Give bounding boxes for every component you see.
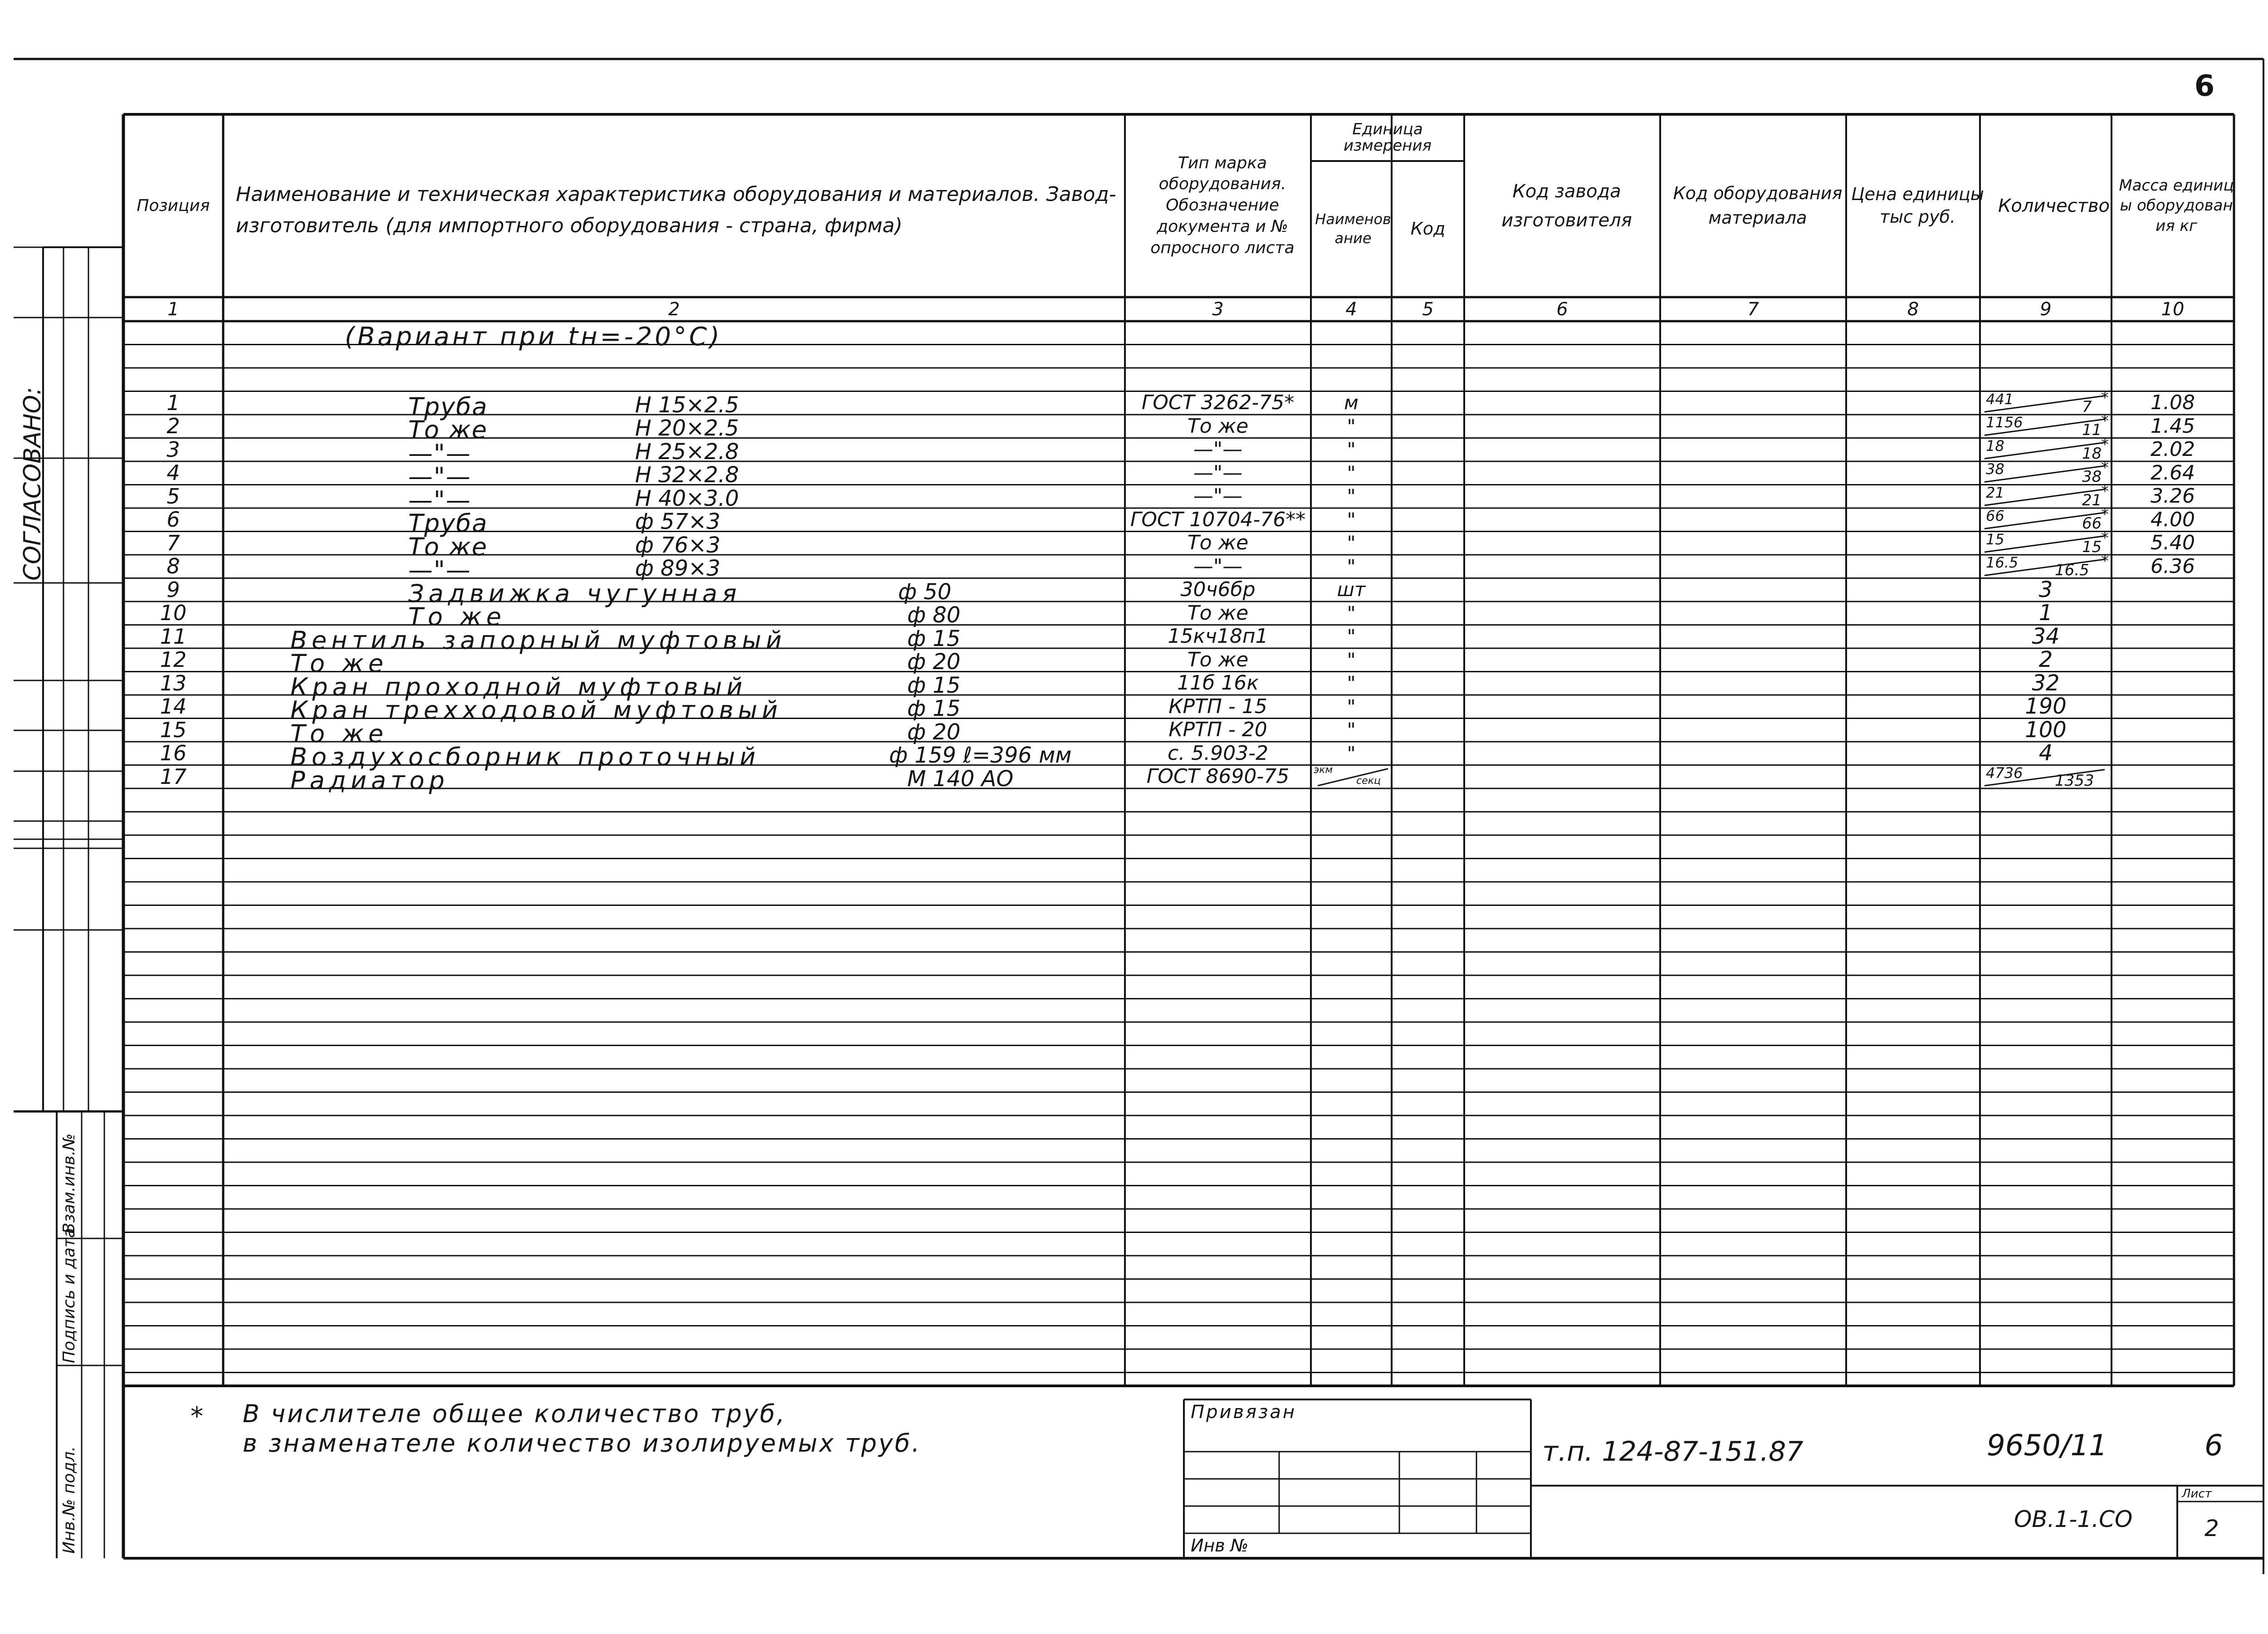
row-type: ГОСТ 10704-76** bbox=[1130, 508, 1306, 531]
row-unit: " bbox=[1347, 532, 1356, 554]
row-name: Кран трехходовой муфтовый bbox=[290, 696, 782, 724]
row-spec: ф 89×3 bbox=[635, 556, 721, 581]
row-position: 4 bbox=[166, 460, 180, 485]
qty-numerator: 38 bbox=[1986, 460, 2004, 478]
column-number: 8 bbox=[1907, 298, 1919, 320]
row-spec: ф 20 bbox=[907, 649, 961, 675]
row-type: То же bbox=[1187, 531, 1249, 555]
qty-denominator: 16.5 bbox=[2055, 561, 2089, 579]
qty-numerator: 1156 bbox=[1986, 414, 2023, 431]
row-qty: 1 bbox=[2038, 600, 2053, 626]
row-unit: " bbox=[1347, 602, 1356, 624]
row-spec: ф 20 bbox=[907, 719, 961, 745]
row-spec: ф 159 ℓ=396 мм bbox=[889, 743, 1072, 768]
row-spec: Н 25×2.8 bbox=[635, 439, 739, 465]
row-mass: 2.02 bbox=[2151, 438, 2195, 461]
row-type: КРТП - 20 bbox=[1168, 718, 1267, 742]
row-unit: " bbox=[1347, 672, 1356, 695]
qty-numerator: 15 bbox=[1986, 530, 2004, 548]
qty-denominator: 7 bbox=[2082, 397, 2092, 416]
qty-denominator: 21 bbox=[2082, 491, 2102, 509]
header-unit-name: Наименование bbox=[1315, 210, 1391, 247]
qty-mark: * bbox=[2101, 412, 2109, 430]
row-name: То же bbox=[408, 416, 488, 444]
qty-denominator: 38 bbox=[2082, 468, 2102, 486]
header-unit-group: Единица измерения bbox=[1343, 120, 1432, 155]
row-spec: ф 50 bbox=[898, 579, 952, 605]
album-number: 9650/11 bbox=[1987, 1429, 2107, 1463]
row-name: Труба bbox=[408, 509, 488, 538]
row-position: 11 bbox=[160, 624, 187, 649]
row-qty: 190 bbox=[2025, 694, 2067, 719]
qty-mark: * bbox=[2101, 459, 2109, 477]
row-spec: М 140 АО bbox=[907, 766, 1014, 792]
row-type: —"— bbox=[1193, 484, 1243, 508]
qty-mark: * bbox=[2101, 552, 2109, 570]
column-number: 4 bbox=[1345, 298, 1357, 320]
row-spec: ф 15 bbox=[907, 672, 961, 698]
row-unit: " bbox=[1347, 415, 1356, 437]
variant-note: (Вариант при tн=-20°С) bbox=[345, 322, 723, 352]
page-number: 6 bbox=[2194, 69, 2215, 103]
agreed-stamp-label: СОГЛАСОВАНО: bbox=[19, 387, 46, 581]
qty-denominator: 1353 bbox=[2055, 771, 2094, 790]
row-mass: 6.36 bbox=[2151, 554, 2195, 578]
qty-numerator: 441 bbox=[1986, 390, 2014, 408]
row-unit: " bbox=[1347, 742, 1356, 764]
row-unit: " bbox=[1347, 719, 1356, 741]
row-type: 15кч18п1 bbox=[1168, 625, 1268, 648]
row-position: 2 bbox=[166, 414, 180, 439]
row-unit: " bbox=[1347, 695, 1356, 718]
row-mass: 3.26 bbox=[2151, 484, 2195, 508]
unit-numerator: экм bbox=[1314, 764, 1333, 776]
column-number: 10 bbox=[2161, 298, 2185, 320]
project-code: т.п. 124-87-151.87 bbox=[1542, 1436, 1804, 1468]
column-number: 6 bbox=[1556, 298, 1568, 320]
row-unit: " bbox=[1347, 648, 1356, 671]
row-name: Вентиль запорный муфтовый bbox=[290, 626, 787, 655]
footnote-line: В числителе общее количество труб, bbox=[243, 1399, 787, 1428]
row-mass: 1.45 bbox=[2151, 414, 2195, 438]
row-spec: Н 32×2.8 bbox=[635, 462, 739, 488]
row-name: Воздухосборник проточный bbox=[290, 743, 760, 771]
row-position: 13 bbox=[160, 670, 187, 695]
row-position: 16 bbox=[160, 741, 187, 766]
sheet-label: Лист bbox=[2182, 1487, 2212, 1501]
row-spec: Н 40×3.0 bbox=[635, 485, 739, 511]
qty-numerator: 66 bbox=[1986, 507, 2004, 524]
row-name: То же bbox=[408, 602, 506, 631]
row-position: 10 bbox=[160, 601, 187, 626]
column-number: 5 bbox=[1422, 298, 1434, 320]
row-type: 11б 16к bbox=[1177, 671, 1259, 695]
qty-numerator: 16.5 bbox=[1986, 554, 2019, 571]
row-spec: Н 20×2.5 bbox=[635, 416, 739, 441]
qty-numerator: 18 bbox=[1986, 437, 2004, 455]
row-position: 12 bbox=[160, 647, 187, 672]
stamp-field-label: Подпись и дата bbox=[60, 1228, 78, 1363]
row-unit: " bbox=[1347, 461, 1356, 484]
row-position: 1 bbox=[166, 390, 180, 415]
header-mass: Масса единицы оборудования кг bbox=[2119, 176, 2234, 235]
row-qty: 32 bbox=[2032, 670, 2060, 696]
header-price: Цена единицы тыс руб. bbox=[1851, 184, 1984, 227]
row-qty: 3 bbox=[2038, 577, 2053, 602]
header-unit-code: Код bbox=[1410, 219, 1446, 239]
footnote-mark: * bbox=[191, 1402, 203, 1431]
row-unit: " bbox=[1347, 485, 1356, 508]
sheet-big-number: 6 bbox=[2204, 1429, 2223, 1463]
row-position: 7 bbox=[166, 530, 180, 555]
attached-label: Привязан bbox=[1191, 1402, 1297, 1423]
header-name: Наименование и техническая характеристика оборудования и материалов. Завод-изготовитель (для импортного оборудования - страна, фирма) bbox=[236, 183, 1116, 237]
row-type: ГОСТ 3262-75* bbox=[1141, 391, 1295, 415]
row-position: 14 bbox=[160, 694, 187, 719]
row-type: —"— bbox=[1193, 554, 1243, 578]
row-type: То же bbox=[1187, 601, 1249, 625]
row-unit: шт bbox=[1337, 578, 1366, 601]
row-name: —"— bbox=[408, 485, 471, 514]
row-position: 3 bbox=[166, 437, 180, 462]
row-type: То же bbox=[1187, 648, 1249, 671]
row-type: —"— bbox=[1193, 461, 1243, 484]
qty-numerator: 21 bbox=[1986, 484, 2004, 501]
sheet-number: 2 bbox=[2204, 1515, 2219, 1541]
header-position: Позиция bbox=[137, 196, 210, 215]
row-name: Радиатор bbox=[290, 766, 449, 795]
qty-denominator: 11 bbox=[2082, 421, 2102, 439]
row-name: Кран проходной муфтовый bbox=[290, 672, 747, 701]
qty-mark: * bbox=[2101, 482, 2109, 500]
doc-code: ОВ.1-1.СО bbox=[2014, 1506, 2133, 1532]
row-qty: 4 bbox=[2038, 740, 2053, 766]
qty-mark: * bbox=[2101, 528, 2109, 547]
row-spec: ф 76×3 bbox=[635, 532, 721, 558]
row-position: 9 bbox=[166, 577, 180, 602]
row-type: 30ч6бр bbox=[1180, 578, 1256, 602]
stamp-field-label: Инв.№ подл. bbox=[60, 1446, 78, 1554]
row-type: ГОСТ 8690-75 bbox=[1146, 765, 1290, 788]
row-name: —"— bbox=[408, 556, 471, 584]
qty-denominator: 15 bbox=[2082, 538, 2102, 556]
footnote-line: в знаменателе количество изолируемых труб. bbox=[243, 1429, 922, 1458]
row-position: 8 bbox=[166, 554, 180, 579]
qty-mark: * bbox=[2101, 435, 2109, 454]
unit-denominator: секц bbox=[1356, 775, 1381, 787]
row-unit: " bbox=[1347, 508, 1356, 531]
row-spec: ф 15 bbox=[907, 696, 961, 721]
row-unit: " bbox=[1347, 625, 1356, 648]
qty-mark: * bbox=[2101, 505, 2109, 523]
row-spec: ф 15 bbox=[907, 626, 961, 651]
row-name: То же bbox=[290, 719, 388, 748]
row-spec: ф 80 bbox=[907, 602, 961, 628]
row-mass: 1.08 bbox=[2151, 391, 2195, 415]
row-name: То же bbox=[408, 532, 488, 561]
row-mass: 5.40 bbox=[2151, 531, 2195, 555]
column-number: 7 bbox=[1747, 298, 1759, 320]
row-mass: 4.00 bbox=[2151, 508, 2195, 531]
row-qty: 34 bbox=[2032, 623, 2060, 649]
header-factory-code: Код завода изготовителя bbox=[1501, 181, 1632, 231]
row-type: То же bbox=[1187, 414, 1249, 438]
header-qty: Количество bbox=[1998, 195, 2110, 216]
row-unit: м bbox=[1344, 391, 1359, 414]
qty-denominator: 18 bbox=[2082, 444, 2102, 463]
row-position: 6 bbox=[166, 507, 180, 532]
qty-numerator: 4736 bbox=[1986, 764, 2023, 782]
row-name: Задвижка чугунная bbox=[408, 579, 741, 608]
row-qty: 100 bbox=[2025, 717, 2067, 743]
row-name: —"— bbox=[408, 462, 471, 491]
row-qty: 2 bbox=[2038, 647, 2053, 673]
column-number: 2 bbox=[668, 298, 680, 320]
row-position: 15 bbox=[160, 717, 187, 742]
header-equip-code: Код оборудования материала bbox=[1673, 183, 1843, 228]
column-number: 3 bbox=[1212, 298, 1224, 320]
row-spec: Н 15×2.5 bbox=[635, 392, 739, 418]
row-name: Труба bbox=[408, 392, 488, 421]
row-unit: " bbox=[1347, 555, 1356, 577]
inv-no-label: Инв № bbox=[1191, 1536, 1249, 1556]
row-name: То же bbox=[290, 649, 388, 678]
row-position: 17 bbox=[160, 764, 187, 789]
row-type: —"— bbox=[1193, 438, 1243, 461]
row-spec: ф 57×3 bbox=[635, 509, 721, 534]
stamp-field-label: Взам.инв.№ bbox=[60, 1133, 78, 1234]
qty-mark: * bbox=[2101, 388, 2109, 407]
row-mass: 2.64 bbox=[2151, 461, 2195, 484]
column-number: 9 bbox=[2040, 298, 2052, 320]
row-type: с. 5.903-2 bbox=[1168, 741, 1268, 765]
column-number: 1 bbox=[167, 298, 179, 320]
row-position: 5 bbox=[166, 484, 180, 509]
header-type: Тип марка оборудования. Обозначение документа и № опросного листа bbox=[1150, 153, 1295, 257]
qty-denominator: 66 bbox=[2082, 514, 2102, 533]
row-name: —"— bbox=[408, 439, 471, 468]
row-unit: " bbox=[1347, 438, 1356, 461]
row-type: КРТП - 15 bbox=[1168, 695, 1267, 718]
